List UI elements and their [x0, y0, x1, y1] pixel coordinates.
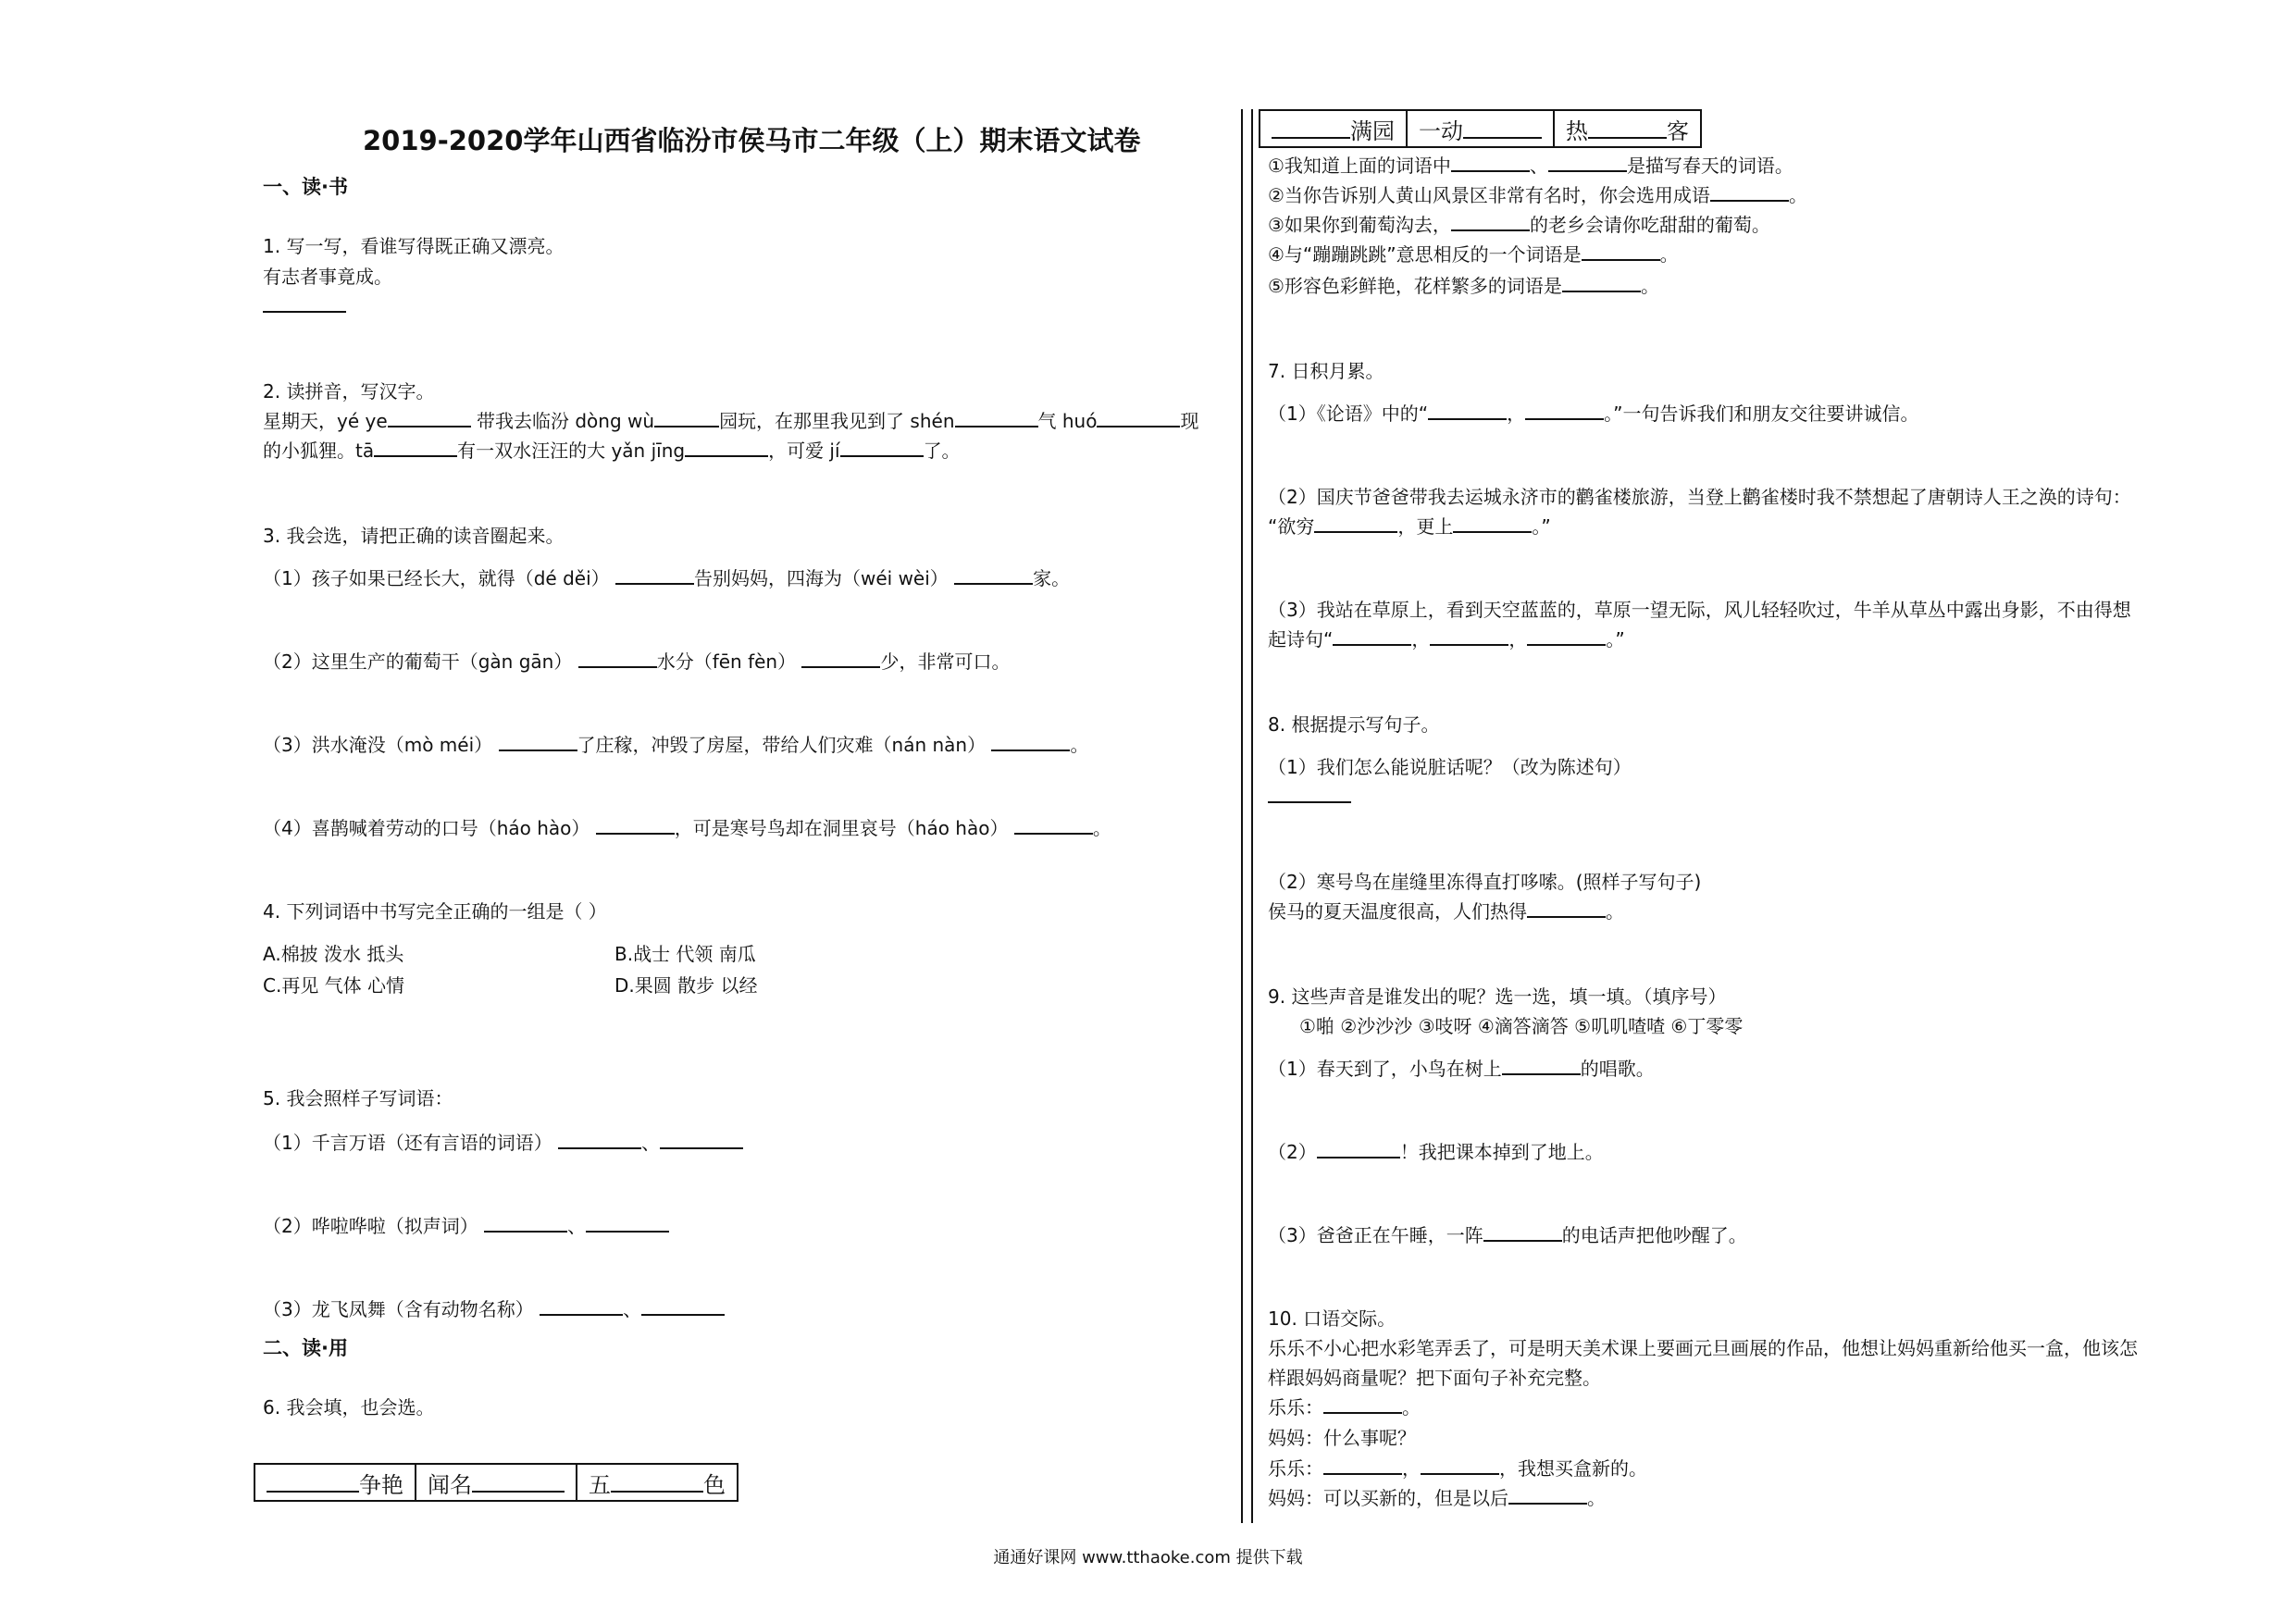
answer-blank[interactable] [1323, 1395, 1402, 1414]
question-5-item-2: （2）哗啦哗啦（拟声词） 、 [263, 1214, 669, 1238]
answer-blank[interactable] [1451, 154, 1530, 172]
question-7-item-1: （1）《论语》中的“ ， 。”一句告诉我们和朋友交往要讲诚信。 [1268, 403, 1919, 425]
answer-blank[interactable] [1323, 1456, 1402, 1475]
question-5-item-3: （3）龙飞凤舞（含有动物名称） 、 [263, 1297, 725, 1321]
answer-blank[interactable] [388, 409, 471, 427]
question-6-item-2: ②当你告诉别人黄山风景区非常有名时，你会选用成语 。 [1268, 184, 1807, 206]
word-cell[interactable]: 满园 [1260, 110, 1407, 147]
answer-blank[interactable] [1710, 183, 1789, 202]
right-column [1251, 0, 2296, 1623]
answer-blank[interactable] [1317, 1140, 1400, 1158]
question-10-stem: 10. 口语交际。 [1268, 1307, 1396, 1330]
answer-blank[interactable] [1582, 242, 1660, 261]
page-title: 2019-2020学年山西省临汾市侯马市二年级（上）期末语文试卷 [363, 125, 1141, 156]
dialogue-line-2: 妈妈：什么事呢？ [1268, 1427, 1416, 1449]
answer-blank[interactable] [1527, 899, 1606, 918]
answer-blank[interactable] [558, 1131, 641, 1149]
dialogue-line-3: 乐乐： ， ，我想买盒新的。 [1268, 1457, 1647, 1480]
question-3-item-1: （1）孩子如果已经长大，就得（dé děi） 告别妈妈，四海为（wéi wèi） 家。 [263, 567, 1071, 589]
question-1-text: 有志者事竟成。 [263, 266, 392, 288]
answer-blank[interactable] [685, 439, 768, 457]
page-footer: 通通好课网 www.tthaoke.com 提供下载 [993, 1548, 1303, 1567]
question-6-item-3: ③如果你到葡萄沟去， 的老乡会请你吃甜甜的葡萄。 [1268, 214, 1770, 236]
dialogue-line-1: 乐乐： 。 [1268, 1396, 1421, 1419]
answer-blank[interactable] [1451, 213, 1530, 231]
answer-blank[interactable] [1548, 154, 1627, 172]
answer-blank[interactable] [660, 1131, 743, 1149]
word-cell[interactable]: 五 色 [577, 1464, 738, 1501]
dialogue-line-4: 妈妈：可以买新的，但是以后 。 [1268, 1487, 1606, 1509]
answer-blank[interactable] [484, 1214, 567, 1233]
question-7-item-3: （3）我站在草原上，看到天空蓝蓝的，草原一望无际，风儿轻轻吹过，牛羊从草丛中露出身影，不由得想 [1268, 599, 2131, 621]
answer-blank[interactable] [1314, 514, 1397, 533]
question-10-para-2: 样跟妈妈商量呢？把下面句子补充完整。 [1268, 1367, 1601, 1389]
question-9-item-2: （2） ！我把课本掉到了地上。 [1268, 1141, 1604, 1163]
answer-blank[interactable] [1527, 627, 1606, 646]
word-cell[interactable]: 闻名 [416, 1464, 577, 1501]
question-1-blank[interactable] [263, 294, 346, 318]
answer-blank[interactable] [1508, 1486, 1587, 1505]
question-5-stem: 5. 我会照样子写词语： [263, 1087, 453, 1109]
answer-blank[interactable] [1421, 1456, 1499, 1475]
answer-blank[interactable] [596, 816, 675, 835]
answer-blank[interactable] [1097, 409, 1180, 427]
question-6-item-1: ①我知道上面的词语中 、 是描写春天的词语。 [1268, 155, 1793, 177]
question-4-stem: 4. 下列词语中书写完全正确的一组是（ ） [263, 900, 607, 923]
question-10-para-1: 乐乐不小心把水彩笔弄丢了，可是明天美术课上要画元旦画展的作品，他想让妈妈重新给他买一盒，他该怎 [1268, 1337, 2138, 1359]
option-a[interactable]: A.棉披 泼水 抵头 [263, 943, 404, 965]
question-7-stem: 7. 日积月累。 [1268, 360, 1384, 382]
question-8-item-2: （2）寒号鸟在崖缝里冻得直打哆嗦。(照样子写句子) [1268, 871, 1702, 893]
answer-blank[interactable] [641, 1297, 725, 1316]
question-9-stem: 9. 这些声音是谁发出的呢？选一选，填一填。（填序号） [1268, 985, 1727, 1008]
answer-blank[interactable] [1333, 627, 1411, 646]
question-9-options: ①啪 ②沙沙沙 ③吱呀 ④滴答滴答 ⑤叽叽喳喳 ⑥丁零零 [1299, 1015, 1744, 1037]
answer-blank[interactable] [586, 1214, 669, 1233]
question-2-line-2: 的小狐狸。tā 有一双水汪汪的大 yǎn jīng ，可爱 jí 了。 [263, 440, 961, 462]
question-7-item-3-cont: 起诗句“ ， ， 。” [1268, 628, 1625, 650]
answer-blank[interactable] [1502, 1057, 1581, 1075]
column-divider-main [1241, 109, 1243, 1523]
answer-blank[interactable] [1483, 1223, 1562, 1242]
word-table-2 [1259, 109, 1702, 148]
option-b[interactable]: B.战士 代领 南瓜 [614, 943, 756, 965]
question-7-item-2: （2）国庆节爸爸带我去运城永济市的鹳雀楼旅游，当登上鹳雀楼时我不禁想起了唐朝诗人王之涣的诗句： [1268, 486, 2131, 508]
section-heading-2: 二、读·用 [263, 1337, 348, 1359]
answer-blank[interactable] [840, 439, 924, 457]
answer-blank[interactable] [1430, 627, 1508, 646]
question-3-item-2: （2）这里生产的葡萄干（gàn gān） 水分（fēn fèn） 少，非常可口。 [263, 650, 1011, 673]
answer-blank[interactable] [615, 566, 694, 585]
word-cell[interactable]: 一动 [1407, 110, 1554, 147]
answer-blank[interactable] [499, 733, 577, 751]
answer-blank[interactable] [540, 1297, 623, 1316]
answer-blank[interactable] [1562, 274, 1641, 292]
option-c[interactable]: C.再见 气体 心情 [263, 974, 405, 997]
question-8-item-1: （1）我们怎么能说脏话呢？（改为陈述句） [1268, 756, 1632, 778]
question-2-stem: 2. 读拼音，写汉字。 [263, 380, 435, 403]
question-1-stem: 1. 写一写，看谁写得既正确又漂亮。 [263, 235, 565, 257]
question-6-item-5: ⑤形容色彩鲜艳，花样繁多的词语是 。 [1268, 275, 1659, 297]
question-8-item-2-cont: 侯马的夏天温度很高，人们热得 。 [1268, 900, 1624, 923]
answer-blank[interactable] [1014, 816, 1093, 835]
answer-blank[interactable] [374, 439, 457, 457]
question-5-item-1: （1）千言万语（还有言语的词语） 、 [263, 1131, 743, 1155]
answer-blank[interactable] [1453, 514, 1532, 533]
answer-blank[interactable] [1525, 402, 1604, 420]
section-heading-1: 一、读·书 [263, 176, 348, 198]
word-cell[interactable]: 热 客 [1554, 110, 1701, 147]
question-2-line-1: 星期天，yé ye 带我去临汾 dòng wù 园玩，在那里我见到了 shén 气 huó 现 [263, 410, 1199, 432]
answer-blank[interactable] [801, 650, 880, 668]
question-7-item-2-cont: “欲穷 ，更上 。” [1268, 515, 1551, 538]
answer-blank[interactable] [654, 409, 719, 427]
answer-blank[interactable] [1428, 402, 1507, 420]
word-cell[interactable]: 争艳 [254, 1464, 416, 1501]
question-3-item-4: （4）喜鹊喊着劳动的口号（háo hào） ，可是寒号鸟却在洞里哀号（háo hào） 。 [263, 817, 1111, 839]
question-6-stem: 6. 我会填，也会选。 [263, 1396, 435, 1419]
answer-blank[interactable] [991, 733, 1070, 751]
question-9-item-1: （1）春天到了，小鸟在树上 的唱歌。 [1268, 1058, 1655, 1080]
question-8-stem: 8. 根据提示写句子。 [1268, 713, 1440, 736]
option-d[interactable]: D.果圆 散步 以经 [614, 974, 758, 997]
question-8-item-1-blank[interactable] [1268, 785, 1351, 809]
answer-blank[interactable] [954, 566, 1033, 585]
answer-blank[interactable] [578, 650, 657, 668]
word-table-1 [254, 1463, 738, 1502]
answer-blank[interactable] [955, 409, 1038, 427]
question-3-item-3: （3）洪水淹没（mò méi） 了庄稼，冲毁了房屋，带给人们灾难（nán nàn） 。 [263, 734, 1089, 756]
question-6-item-4: ④与“蹦蹦跳跳”意思相反的一个词语是 。 [1268, 243, 1679, 266]
question-3-stem: 3. 我会选，请把正确的读音圈起来。 [263, 525, 565, 547]
question-9-item-3: （3）爸爸正在午睡，一阵 的电话声把他吵醒了。 [1268, 1224, 1747, 1246]
